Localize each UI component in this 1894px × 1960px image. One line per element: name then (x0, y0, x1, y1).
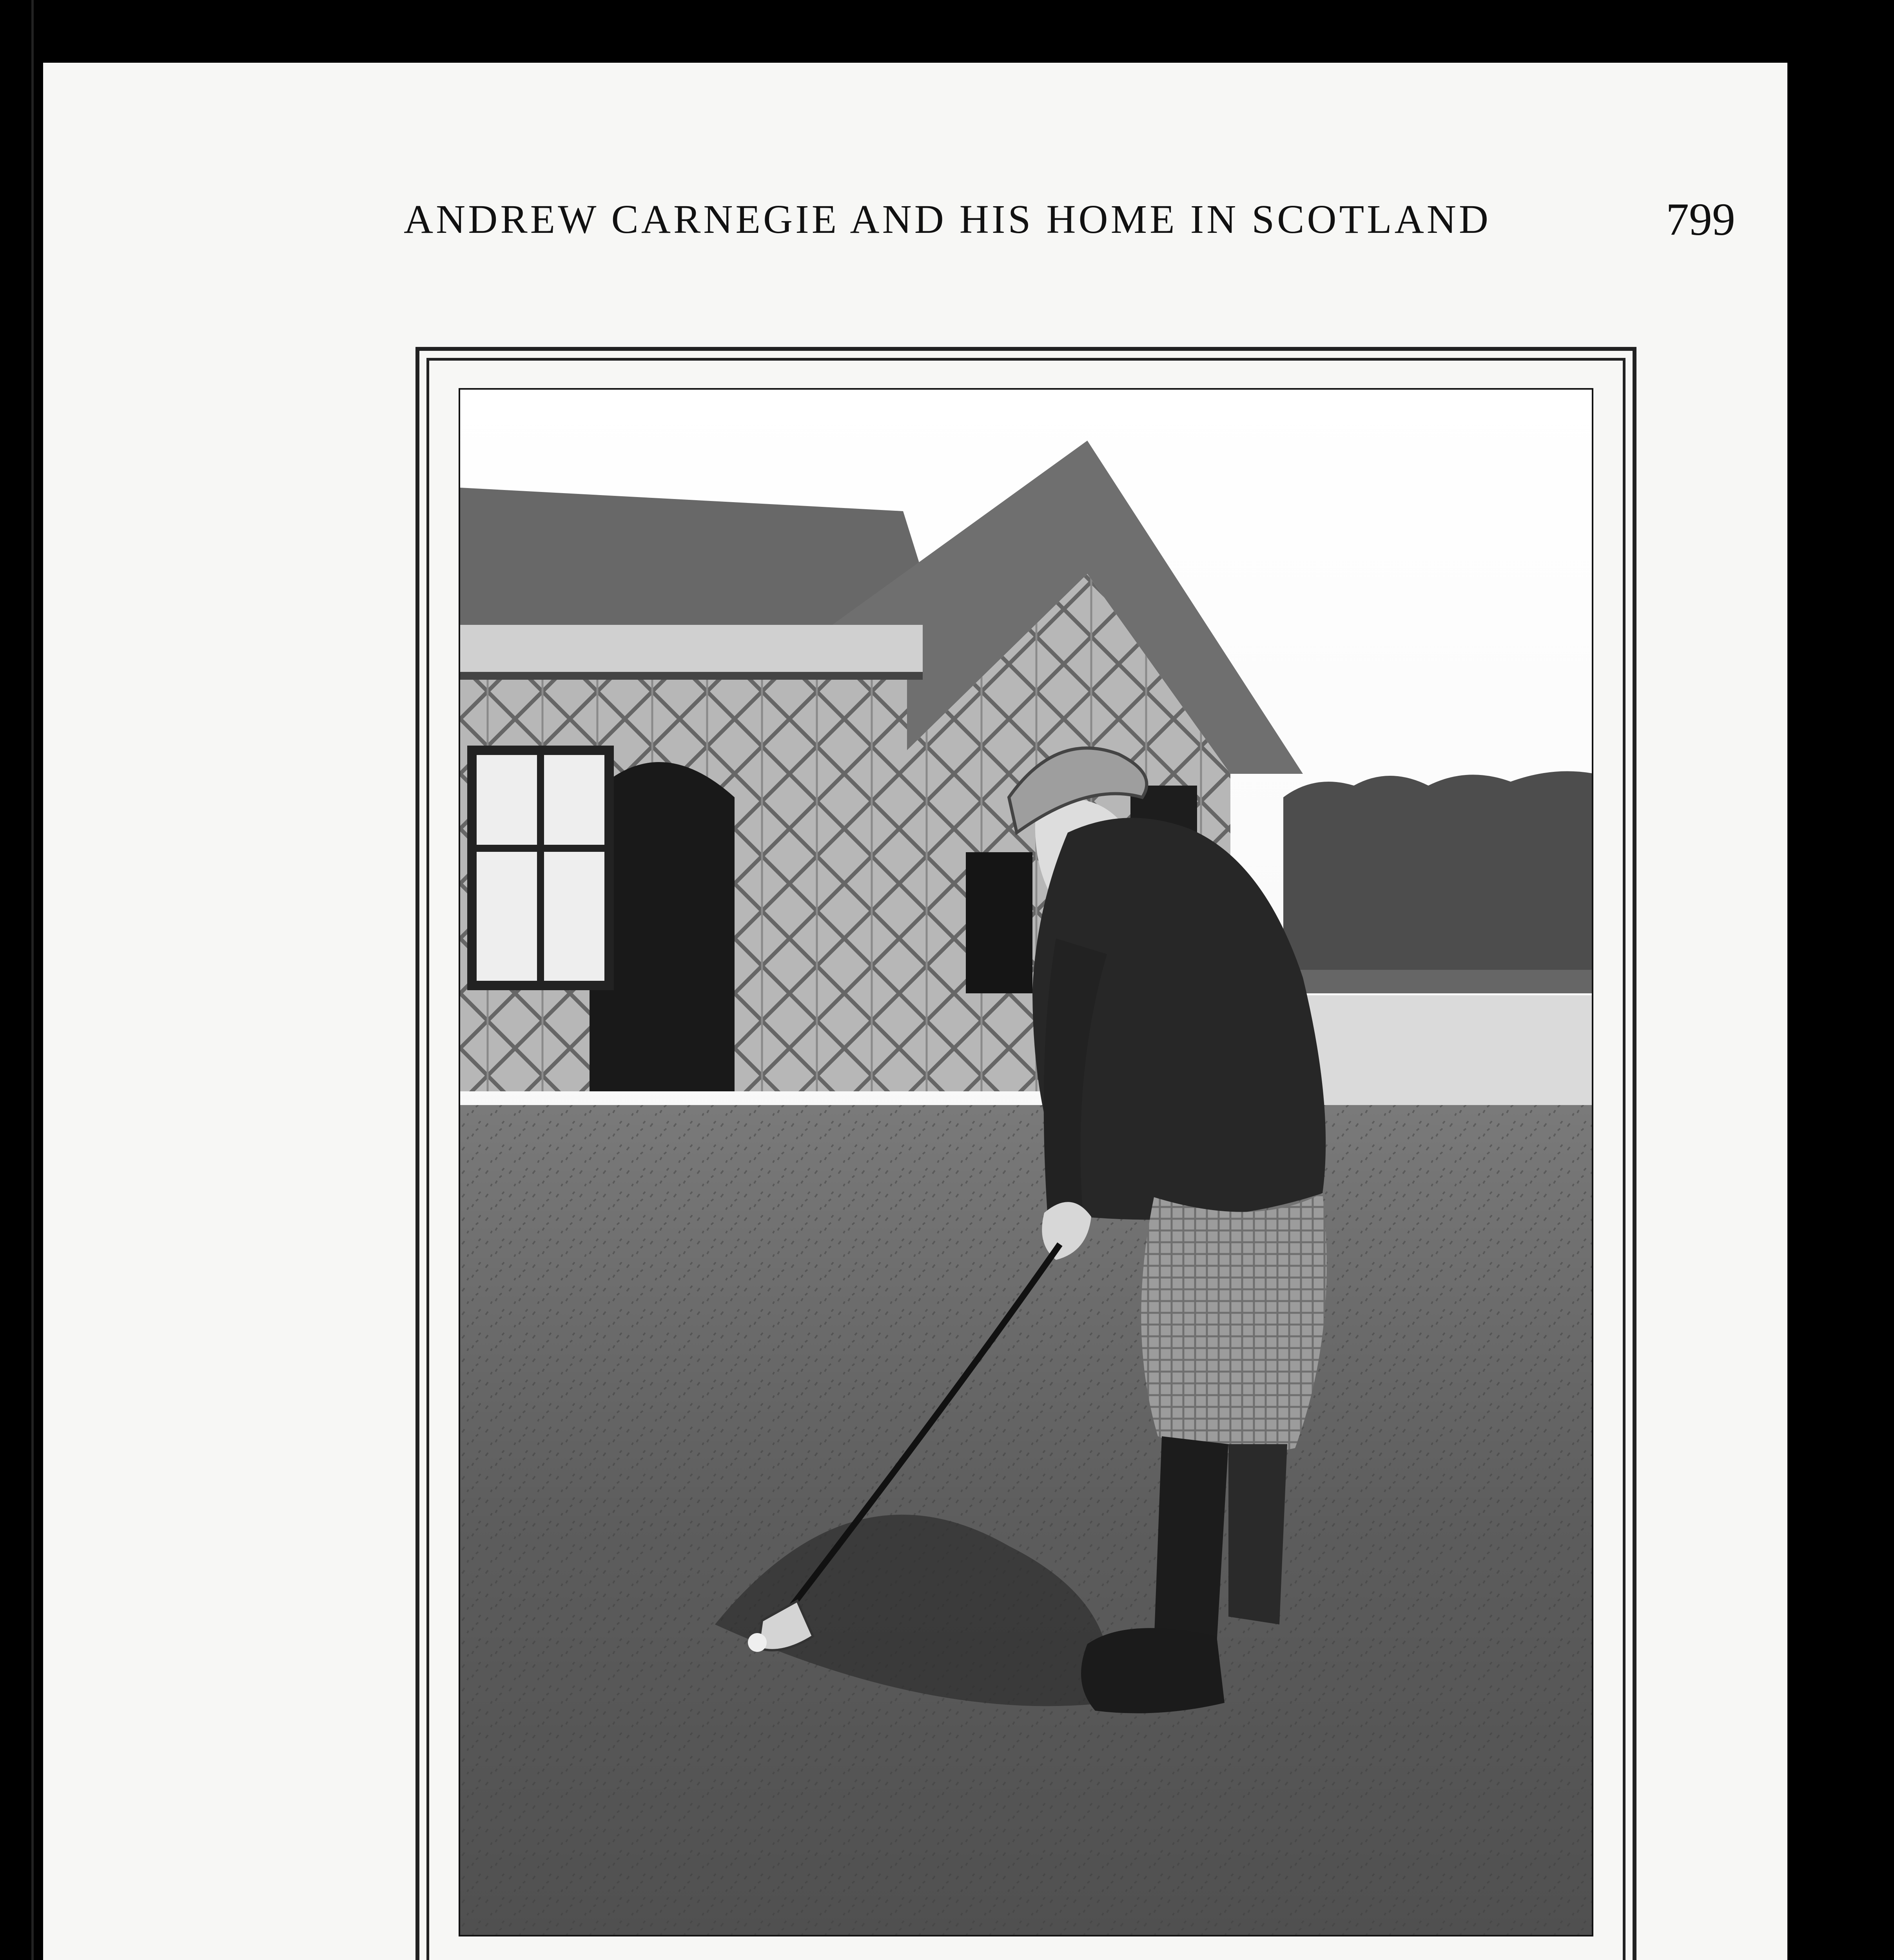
page-gutter-line (31, 0, 34, 1960)
page-number: 799 (1666, 194, 1735, 245)
golf-photograph (459, 388, 1593, 1936)
magazine-page (43, 63, 1787, 1960)
running-header: ANDREW CARNEGIE AND HIS HOME IN SCOTLAND (404, 197, 1491, 242)
